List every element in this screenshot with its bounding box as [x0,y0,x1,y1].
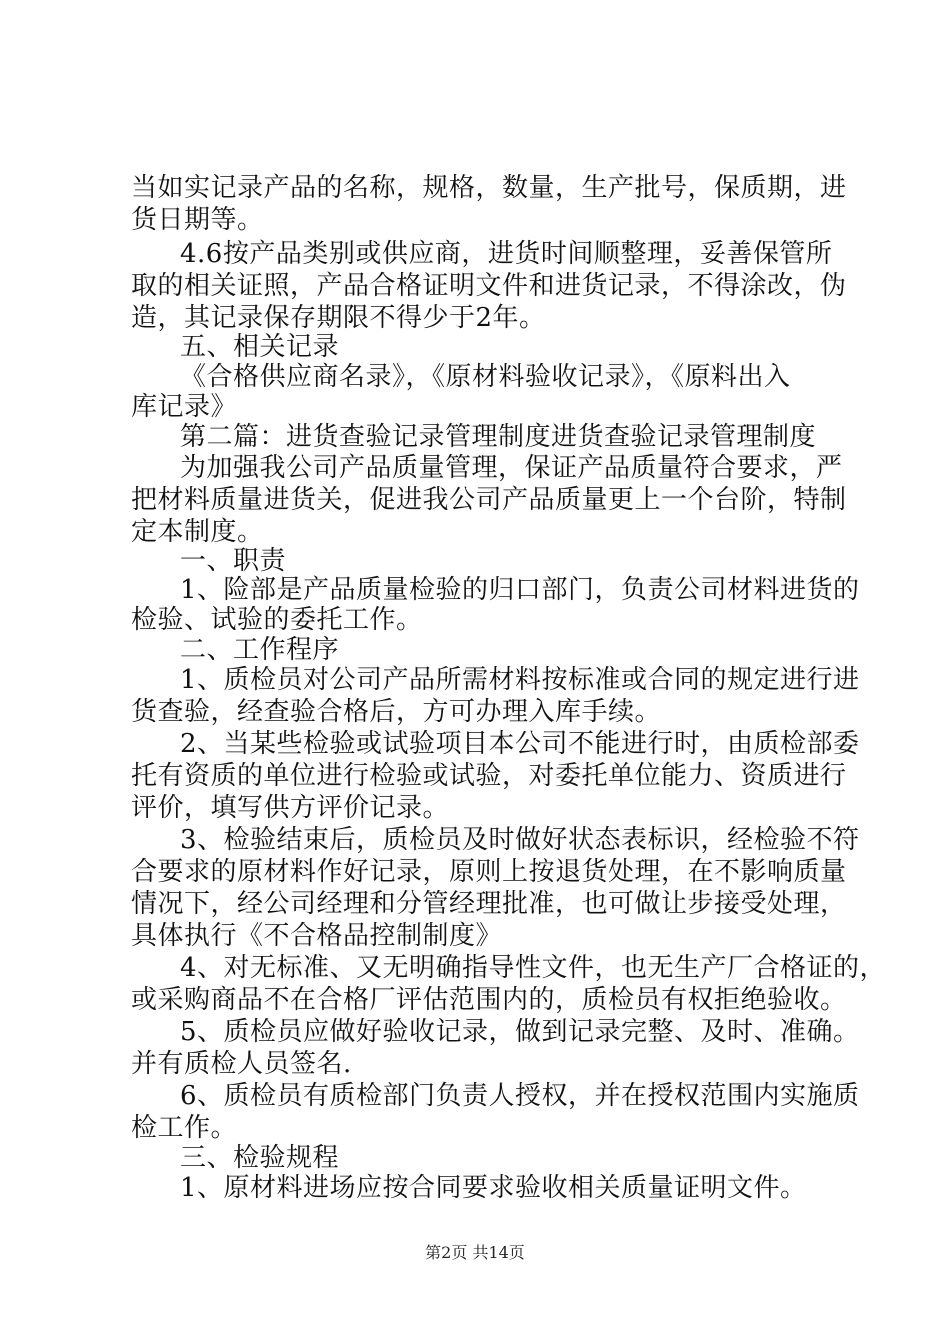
text-line: 4.6按产品类别或供应商，进货时间顺整理，妥善保管所 [180,239,833,269]
page-number-footer: 第2页 共14页 [425,1243,525,1262]
text-line: 1、原材料进场应按合同要求验收相关质量证明文件。 [180,1173,807,1203]
text-line: 情况下，经公司经理和分管经理批准，也可做让步接受处理， [131,889,847,919]
text-line: 定本制度。 [131,517,264,547]
text-line: 评价，填写供方评价记录。 [131,793,450,823]
chapter-heading: 第二篇：进货查验记录管理制度进货查验记录管理制度 [180,422,817,452]
text-line: 2、当某些检验或试验项目本公司不能进行时，由质检部委 [180,729,860,759]
text-line: 或采购商品不在合格厂评估范围内的，质检员有权拒绝验收。 [131,985,847,1015]
section-heading: 二、工作程序 [180,635,340,665]
text-line: 托有资质的单位进行检验或试验，对委托单位能力、资质进行 [131,761,847,791]
text-line: 1、险部是产品质量检验的归口部门，负责公司材料进货的 [180,575,860,605]
text-line: 货查验，经查验合格后，方可办理入库手续。 [131,697,662,727]
text-line: 4、对无标准、又无明确指导性文件，也无生产厂合格证的， [180,953,887,983]
section-heading: 五、相关记录 [180,332,340,362]
text-line: 取的相关证照，产品合格证明文件和进货记录，不得涂改，伪 [131,271,847,301]
text-line: 合要求的原材料作好记录，原则上按退货处理，在不影响质量 [131,857,847,887]
text-line: 1、质检员对公司产品所需材料按标准或合同的规定进行进 [180,665,860,695]
text-line: 为加强我公司产品质量管理，保证产品质量符合要求，严 [180,453,843,483]
text-line: 5、质检员应做好验收记录，做到记录完整、及时、准确。 [180,1017,860,1047]
text-line: 检验、试验的委托工作。 [131,605,423,635]
text-line: 《合格供应商名录》，《原材料验收记录》，《原料出入 [180,362,791,392]
text-line: 6、质检员有质检部门负责人授权，并在授权范围内实施质 [180,1081,860,1111]
text-line: 3、检验结束后，质检员及时做好状态表标识，经检验不符 [180,825,860,855]
text-line: 当如实记录产品的名称，规格，数量，生产批号，保质期，进 [131,173,847,203]
text-line: 把材料质量进货关，促进我公司产品质量更上一个台阶，特制 [131,485,847,515]
text-line: 检工作。 [131,1113,238,1143]
text-line: 造，其记录保存期限不得少于2年。 [131,303,546,333]
text-line: 具体执行《不合格品控制制度》 [131,921,503,951]
section-heading: 三、检验规程 [180,1143,340,1173]
text-line: 货日期等。 [131,205,264,235]
section-heading: 一、职责 [180,546,287,576]
text-line: 并有质检人员签名. [131,1049,352,1079]
text-line: 库记录》 [131,392,238,422]
